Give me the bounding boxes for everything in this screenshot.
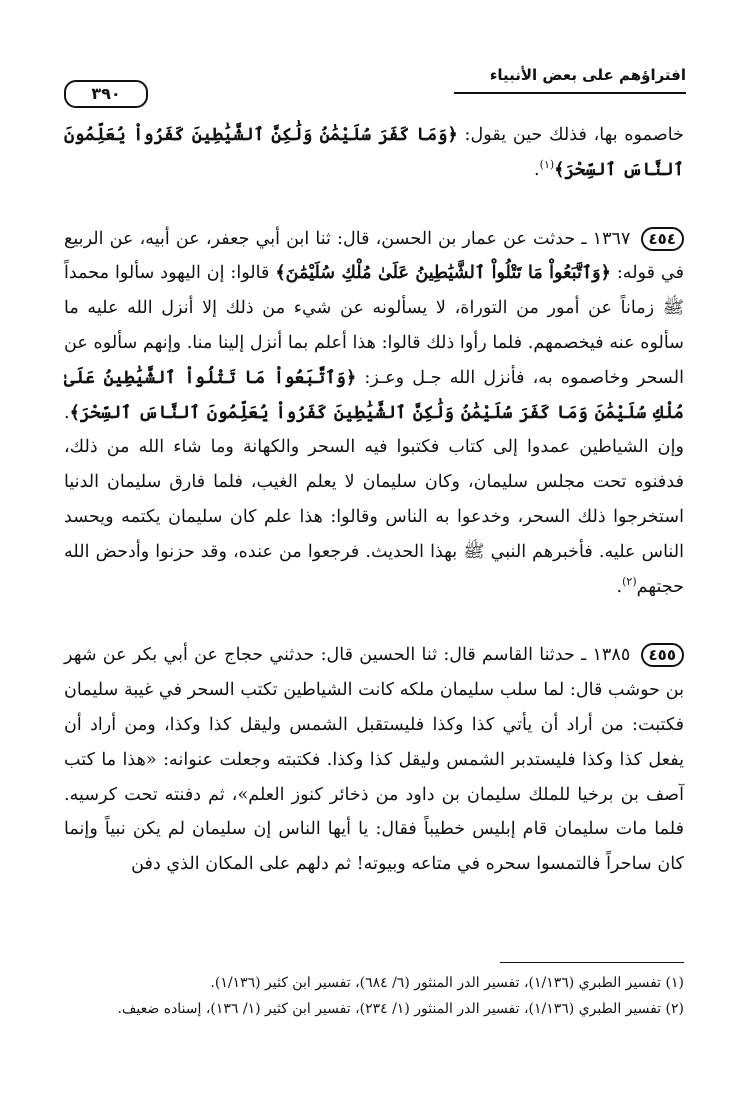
chapter-title: افتراؤهم على بعض الأنبياء: [489, 66, 686, 84]
footnotes: [64, 970, 684, 1022]
text-run: ١٣٦٧ ـ حدثت عن عمار بن الحسن، قال: ثنا ابن أبي جعفر، عن أبيه، عن الربيع في قوله:: [64, 228, 685, 284]
text-run: خاصموه بها، فذلك حين يقول:: [457, 125, 684, 145]
footnote: [64, 996, 684, 1022]
paragraph: [64, 118, 684, 188]
footnote-ref: (١): [539, 157, 555, 171]
body-text: [64, 118, 684, 882]
quran-verse: ﴿وَٱتَّبَعُواْ مَا تَتْلُواْ ٱلشَّيَٰطِينُ عَلَىٰ مُلْكِ سُلَيْمَٰنَ﴾: [275, 262, 611, 284]
quran-verse: ﴿وَٱتَّبَعُواْ مَا تَتْلُواْ ٱلشَّيَٰطِينُ عَلَىٰ مُلْكِ سُلَيْمَٰنَ وَمَا كَفَرَ سُلَيْمَٰنُ وَلَٰكِنَّ ٱلشَّيَٰطِينَ كَفَرُواْ يُعَلِّمُونَ ٱلنَّاسَ ٱلسِّحْرَ﴾: [64, 366, 684, 423]
hadith-number-badge: ٤٥٥: [641, 643, 684, 667]
page-header: [62, 58, 686, 110]
text-run: ١٣٨٥ ـ حدثنا القاسم قال: ثنا الحسين قال: حدثني حجاج عن أبي بكر عن شهر بن حوشب قال: لما سلب سليمان ملكه كانت الشياطين تكتب السحر في غيبة سليمان فكتبت: من أراد أن يأتي كذا وكذا فليستقبل الشمس وليقل كذا وكذا، ومن أراد أن يفعل كذا وكذا فليستدبر الشمس وليقل كذا وكذا. فكتبته وجعلت عنوانه: «هذا ما كتب آصف بن برخيا للملك سليمان بن داود من ذخائر كنوز العلم»، ثم دفنته تحت كرسيه. فلما مات سليمان قام إبليس خطيباً فقال: يا أيها الناس إن سليمان لم يكن نبياً وإنما كان ساحراً فالتمسوا سحره في متاعه وبيوته! ثم دلهم على المكان الذي دفن: [64, 645, 684, 875]
footnote-text: تفسير الطبري (١/١٣٦)، تفسير الدر المنثور (٦/ ٦٨٤)، تفسير ابن كثير (١/١٣٦).: [210, 975, 662, 991]
footnote-text: تفسير الطبري (١/١٣٦)، تفسير الدر المنثور (١/ ٢٣٤)، تفسير ابن كثير (١/ ١٣٦)، إسناده ضعيف.: [117, 1001, 662, 1017]
page-number: ٣٩٠: [64, 80, 148, 108]
text-run: قالوا: إن اليهود سألوا محمداً ﷺ زماناً عن أمور من التوراة، لا يسألونه عن شيء من ذلك إلا أنزل الله عليه ما سألوه عنه فيخصمهم. فلما رأوا ذلك قالوا: هذا أعلم بما أنزل إلينا منا. وإنهم سألوه عن السحر وخاصموه به، فأنزل الله جـل وعـز:: [64, 263, 684, 388]
text-run: . وإن الشياطين عمدوا إلى كتاب فكتبوا فيه السحر والكهانة وما شاء الله من ذلك، فدفنوه تحت مجلس سليمان، وكان سليمان لا يعلم الغيب، فلما فارق سليمان الدنيا استخرجوا ذلك السحر، وخدعوا به الناس وقالوا: هذا علم كان سليمان يكتمه ويحسد الناس عليه. فأخبرهم النبي ﷺ بهذا الحديث. فرجعوا من عنده، وقد حزنوا وأدحض الله حجتهم: [64, 402, 684, 597]
footnote-divider: [500, 962, 684, 963]
footnote-marker: (١): [665, 975, 684, 991]
paragraph-gap: [64, 604, 684, 638]
footnote-marker: (٢): [665, 1001, 684, 1017]
paragraph: [64, 638, 684, 882]
quran-verse: ﴿وَمَا كَفَرَ سُلَيْمَٰنُ وَلَٰكِنَّ ٱلشَّيَٰطِينَ كَفَرُواْ يُعَلِّمُونَ ٱلنَّاسَ ٱلسِّحْرَ﴾: [64, 124, 684, 180]
text-run: .: [534, 159, 540, 180]
paragraph: [64, 222, 684, 605]
paragraph-gap: [64, 188, 684, 222]
header-rule: [454, 92, 686, 94]
hadith-number-badge: ٤٥٤: [641, 227, 684, 251]
footnote-ref: (٢): [622, 574, 637, 588]
text-run: .: [616, 576, 623, 597]
footnote: [64, 970, 684, 996]
